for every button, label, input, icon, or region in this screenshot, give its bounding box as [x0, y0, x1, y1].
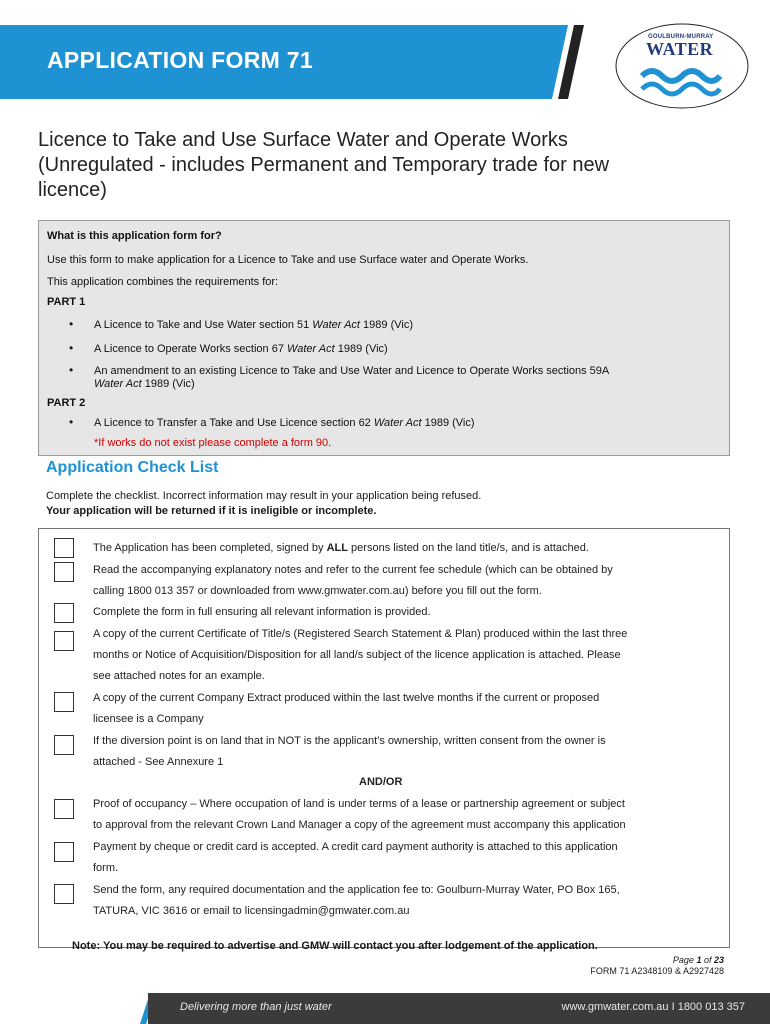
checkbox-send-form[interactable]: [54, 884, 74, 904]
bullet-icon: •: [69, 317, 74, 331]
bullet-icon: •: [69, 415, 74, 429]
checklist-item-text: attached - See Annexure 1: [93, 756, 224, 768]
logo-top-text: GOULBURN-MURRAY: [648, 34, 714, 40]
checkbox-proof-of-occupancy[interactable]: [54, 799, 74, 819]
advertise-note: Note: You may be required to advertise and GMW will contact you after lodgement of the application.: [72, 940, 598, 952]
form-reference: FORM 71 A2348109 & A2927428: [590, 966, 724, 976]
checkbox-certificate-of-title[interactable]: [54, 631, 74, 651]
checklist-item-text: Payment by cheque or credit card is accepted. A credit card payment authority is attached to this application: [93, 841, 618, 853]
footer-tagline: Delivering more than just water: [180, 1001, 332, 1013]
checklist-item-text: form.: [93, 862, 119, 874]
checklist-warning: Your application will be returned if it is ineligible or incomplete.: [46, 505, 377, 517]
works-note: *If works do not exist please complete a form 90.: [94, 437, 332, 449]
part1-item: An amendment to an existing Licence to Take and Use Water and Licence to Operate Works sections 59A Water Act 1989 (Vic): [94, 365, 610, 390]
checklist-item-text: calling 1800 013 357 or downloaded from www.gmwater.com.au) before you fill out the form.: [93, 585, 542, 597]
checklist-item-text: A copy of the current Company Extract produced within the last twelve months if the current or proposed: [93, 692, 600, 704]
gmw-logo: [612, 21, 752, 111]
footer-contact: www.gmwater.com.au I 1800 013 357: [561, 1001, 745, 1013]
checklist-heading: Application Check List: [46, 459, 219, 476]
form-title: APPLICATION FORM 71: [47, 47, 313, 73]
checklist-item-text: months or Notice of Acquisition/Disposition for all land/s subject of the licence application is attached. Please: [93, 649, 621, 661]
checklist-item-text: Proof of occupancy – Where occupation of land is under terms of a lease or partnership agreement or subject: [93, 798, 625, 810]
purpose-combines: This application combines the requirements for:: [47, 276, 279, 288]
checkbox-application-completed[interactable]: [54, 538, 74, 558]
part1-item: A Licence to Operate Works section 67 Water Act 1989 (Vic): [94, 343, 388, 355]
purpose-use: Use this form to make application for a Licence to Take and use Surface water and Operate Works.: [47, 254, 529, 266]
part1-item: A Licence to Take and Use Water section 51 Water Act 1989 (Vic): [94, 319, 413, 331]
checklist-item-text: A copy of the current Certificate of Title/s (Registered Search Statement & Plan) produced within the last three: [93, 628, 628, 640]
checklist-item-text: If the diversion point is on land that in NOT is the applicant’s ownership, written consent from the owner is: [93, 735, 606, 747]
bullet-icon: •: [69, 363, 74, 377]
header-banner: [0, 25, 600, 99]
checklist-item-text: see attached notes for an example.: [93, 670, 265, 682]
bullet-icon: •: [69, 341, 74, 355]
part2-item: A Licence to Transfer a Take and Use Licence section 62 Water Act 1989 (Vic): [94, 417, 475, 429]
and-or-label: AND/OR: [359, 776, 403, 788]
checkbox-company-extract[interactable]: [54, 692, 74, 712]
checklist-item-text: licensee is a Company: [93, 713, 204, 725]
checklist-item-text: Complete the form in full ensuring all relevant information is provided.: [93, 606, 431, 618]
checklist-intro: Complete the checklist. Incorrect information may result in your application being refused.: [46, 490, 482, 502]
checkbox-owner-consent[interactable]: [54, 735, 74, 755]
checkbox-form-complete[interactable]: [54, 603, 74, 623]
purpose-box: [38, 220, 730, 456]
document-title: Licence to Take and Use Surface Water and Operate Works (Unregulated - includes Permanent and Temporary trade for new licence): [38, 129, 610, 201]
checklist-item-text: Send the form, any required documentation and the application fee to: Goulburn-Murray Water, PO Box 165,: [93, 884, 620, 896]
page-number: Page 1 of 23: [672, 955, 724, 965]
logo-main-text: WATER: [646, 39, 714, 59]
checklist-item-text: to approval from the relevant Crown Land Manager a copy of the agreement must accompany this application: [93, 819, 626, 831]
checklist-item-text: The Application has been completed, signed by ALL persons listed on the land title/s, and is attached.: [93, 542, 589, 554]
purpose-question: What is this application form for?: [47, 230, 222, 242]
checkbox-payment[interactable]: [54, 842, 74, 862]
checklist-item-text: TATURA, VIC 3616 or email to licensingadmin@gmwater.com.au: [93, 905, 410, 917]
part1-label: PART 1: [47, 296, 86, 308]
checkbox-explanatory-notes[interactable]: [54, 562, 74, 582]
part2-label: PART 2: [47, 397, 86, 409]
checklist-item-text: Read the accompanying explanatory notes and refer to the current fee schedule (which can be obtained by: [93, 564, 613, 576]
